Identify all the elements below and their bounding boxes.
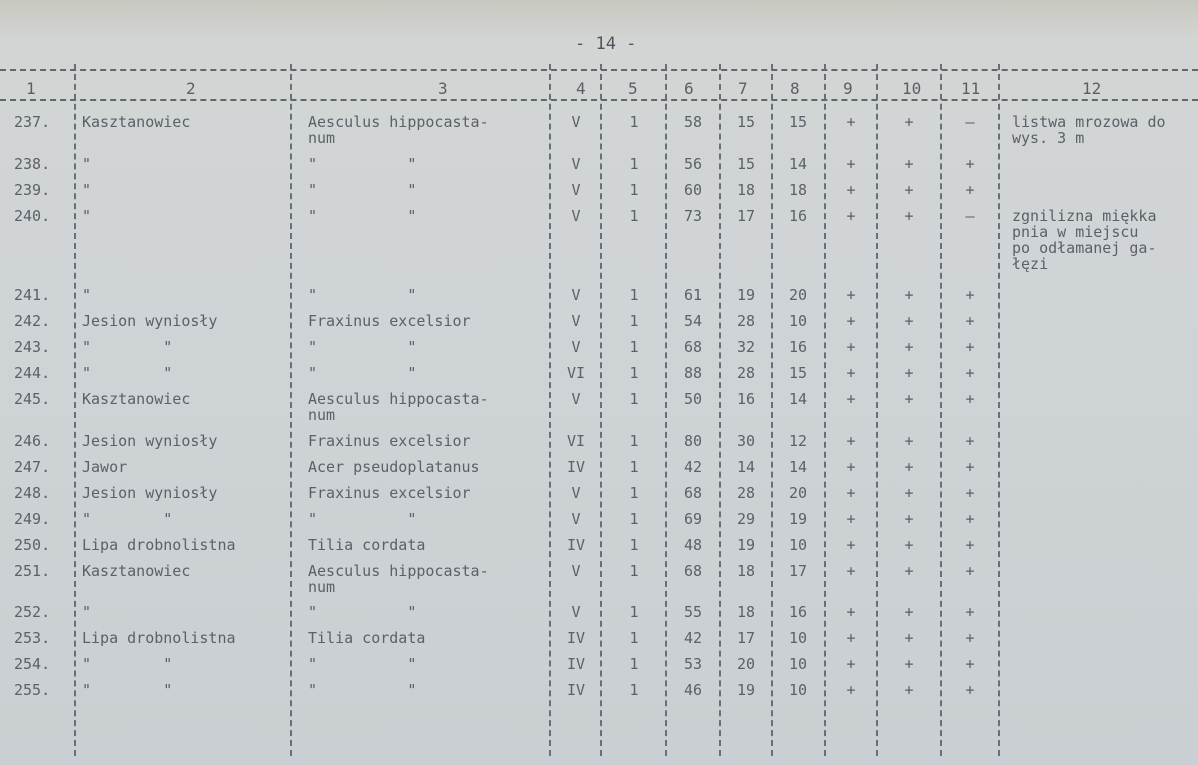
mark-cell: + [904, 603, 914, 621]
height-cell: 17 [736, 207, 756, 225]
column-header: 4 [576, 79, 586, 98]
polish-name-cell: Lipa drobnolistna [82, 629, 236, 647]
circumference-cell: 56 [683, 155, 703, 173]
class-cell: V [571, 484, 581, 502]
circumference-cell: 68 [683, 338, 703, 356]
height-cell: 28 [736, 312, 756, 330]
crown-cell: 16 [788, 603, 808, 621]
polish-name-cell: " " [82, 681, 173, 699]
latin-name-cell: " " [308, 207, 417, 225]
count-cell: 1 [629, 629, 639, 647]
row-number-cell: 238. [14, 155, 51, 173]
mark-cell: + [965, 286, 975, 304]
mark-cell: + [965, 484, 975, 502]
polish-name-cell: Jesion wyniosły [82, 312, 218, 330]
class-cell: V [571, 390, 581, 408]
count-cell: 1 [629, 510, 639, 528]
row-number-cell: 245. [14, 390, 51, 408]
count-cell: 1 [629, 603, 639, 621]
height-cell: 28 [736, 484, 756, 502]
crown-cell: 20 [788, 286, 808, 304]
polish-name-cell: Jesion wyniosły [82, 484, 218, 502]
class-cell: V [571, 510, 581, 528]
mark-cell: + [965, 364, 975, 382]
row-number-cell: 250. [14, 536, 51, 554]
height-cell: 20 [736, 655, 756, 673]
class-cell: IV [566, 655, 586, 673]
crown-cell: 10 [788, 536, 808, 554]
crown-cell: 15 [788, 113, 808, 131]
column-divider [876, 64, 878, 756]
row-number-cell: 249. [14, 510, 51, 528]
mark-cell: + [965, 312, 975, 330]
class-cell: IV [566, 458, 586, 476]
mark-cell: + [904, 432, 914, 450]
height-cell: 15 [736, 113, 756, 131]
count-cell: 1 [629, 681, 639, 699]
count-cell: 1 [629, 390, 639, 408]
height-cell: 30 [736, 432, 756, 450]
mark-cell: + [904, 390, 914, 408]
crown-cell: 18 [788, 181, 808, 199]
column-header: 7 [738, 79, 748, 98]
mark-cell: + [846, 603, 856, 621]
column-divider [771, 64, 773, 756]
mark-cell: + [846, 484, 856, 502]
column-header: 10 [902, 79, 922, 98]
count-cell: 1 [629, 364, 639, 382]
mark-cell: + [904, 207, 914, 225]
remarks-cell: listwa mrozowa do wys. 3 m [1012, 113, 1166, 147]
mark-cell: + [846, 536, 856, 554]
latin-name-cell: " " [308, 155, 417, 173]
circumference-cell: 61 [683, 286, 703, 304]
crown-cell: 14 [788, 458, 808, 476]
mark-cell: + [846, 155, 856, 173]
polish-name-cell: " [82, 207, 92, 225]
row-number-cell: 252. [14, 603, 51, 621]
column-divider [998, 64, 1000, 756]
circumference-cell: 53 [683, 655, 703, 673]
crown-cell: 10 [788, 629, 808, 647]
height-cell: 29 [736, 510, 756, 528]
polish-name-cell: Jawor [82, 458, 128, 476]
row-number-cell: 248. [14, 484, 51, 502]
height-cell: 28 [736, 364, 756, 382]
class-cell: V [571, 603, 581, 621]
mark-cell: + [846, 629, 856, 647]
mark-cell: + [904, 286, 914, 304]
mark-cell: + [965, 536, 975, 554]
count-cell: 1 [629, 562, 639, 580]
row-number-cell: 241. [14, 286, 51, 304]
column-divider [665, 64, 667, 756]
mark-cell: + [904, 113, 914, 131]
mark-cell: + [846, 458, 856, 476]
count-cell: 1 [629, 484, 639, 502]
latin-name-cell: Fraxinus excelsior [308, 432, 471, 450]
mark-cell: + [846, 432, 856, 450]
column-header: 5 [628, 79, 638, 98]
latin-name-cell: " " [308, 681, 417, 699]
mark-cell: + [846, 390, 856, 408]
latin-name-cell: Tilia cordata [308, 629, 426, 647]
mark-cell: + [904, 681, 914, 699]
class-cell: V [571, 181, 581, 199]
row-number-cell: 244. [14, 364, 51, 382]
mark-cell: + [965, 681, 975, 699]
mark-cell: + [904, 458, 914, 476]
mark-cell: + [904, 312, 914, 330]
circumference-cell: 58 [683, 113, 703, 131]
count-cell: 1 [629, 155, 639, 173]
row-number-cell: 255. [14, 681, 51, 699]
count-cell: 1 [629, 338, 639, 356]
column-header: 3 [438, 79, 448, 98]
circumference-cell: 42 [683, 629, 703, 647]
mark-cell: – [965, 113, 975, 131]
column-header: 9 [843, 79, 853, 98]
crown-cell: 10 [788, 655, 808, 673]
latin-name-cell: " " [308, 603, 417, 621]
class-cell: VI [566, 364, 586, 382]
latin-name-cell: " " [308, 510, 417, 528]
latin-name-cell: Fraxinus excelsior [308, 312, 471, 330]
mark-cell: + [965, 181, 975, 199]
mark-cell: + [846, 681, 856, 699]
column-divider [549, 64, 551, 756]
row-number-cell: 240. [14, 207, 51, 225]
column-divider [719, 64, 721, 756]
row-number-cell: 247. [14, 458, 51, 476]
column-divider [74, 64, 76, 756]
polish-name-cell: " [82, 155, 92, 173]
polish-name-cell: Kasztanowiec [82, 562, 191, 580]
count-cell: 1 [629, 181, 639, 199]
mark-cell: + [965, 338, 975, 356]
mark-cell: + [904, 629, 914, 647]
column-header: 6 [684, 79, 694, 98]
latin-name-cell: " " [308, 286, 417, 304]
latin-name-cell: " " [308, 655, 417, 673]
polish-name-cell: Kasztanowiec [82, 113, 191, 131]
mark-cell: + [846, 181, 856, 199]
polish-name-cell: " " [82, 510, 173, 528]
crown-cell: 16 [788, 207, 808, 225]
mark-cell: + [904, 364, 914, 382]
height-cell: 19 [736, 286, 756, 304]
mark-cell: + [904, 510, 914, 528]
class-cell: V [571, 286, 581, 304]
polish-name-cell: Kasztanowiec [82, 390, 191, 408]
row-number-cell: 251. [14, 562, 51, 580]
count-cell: 1 [629, 458, 639, 476]
mark-cell: + [965, 432, 975, 450]
row-number-cell: 239. [14, 181, 51, 199]
mark-cell: + [965, 155, 975, 173]
count-cell: 1 [629, 655, 639, 673]
count-cell: 1 [629, 432, 639, 450]
mark-cell: + [846, 207, 856, 225]
column-header: 12 [1082, 79, 1102, 98]
count-cell: 1 [629, 312, 639, 330]
height-cell: 18 [736, 181, 756, 199]
count-cell: 1 [629, 207, 639, 225]
class-cell: V [571, 207, 581, 225]
polish-name-cell: " [82, 181, 92, 199]
mark-cell: + [965, 629, 975, 647]
circumference-cell: 80 [683, 432, 703, 450]
latin-name-cell: " " [308, 338, 417, 356]
column-header: 8 [790, 79, 800, 98]
count-cell: 1 [629, 536, 639, 554]
polish-name-cell: " " [82, 338, 173, 356]
circumference-cell: 88 [683, 364, 703, 382]
height-cell: 18 [736, 562, 756, 580]
mark-cell: + [904, 181, 914, 199]
circumference-cell: 55 [683, 603, 703, 621]
crown-cell: 20 [788, 484, 808, 502]
circumference-cell: 50 [683, 390, 703, 408]
mark-cell: + [846, 312, 856, 330]
crown-cell: 16 [788, 338, 808, 356]
class-cell: IV [566, 536, 586, 554]
column-divider [824, 64, 826, 756]
row-number-cell: 242. [14, 312, 51, 330]
mark-cell: + [846, 655, 856, 673]
column-header: 11 [961, 79, 981, 98]
height-cell: 18 [736, 603, 756, 621]
remarks-cell: zgnilizna miękka pnia w miejscu po odłamanej ga- łęzi [1012, 207, 1157, 273]
row-number-cell: 237. [14, 113, 51, 131]
count-cell: 1 [629, 113, 639, 131]
polish-name-cell: Jesion wyniosły [82, 432, 218, 450]
mark-cell: + [904, 562, 914, 580]
height-cell: 19 [736, 681, 756, 699]
polish-name-cell: " " [82, 655, 173, 673]
crown-cell: 14 [788, 155, 808, 173]
crown-cell: 12 [788, 432, 808, 450]
row-number-cell: 243. [14, 338, 51, 356]
latin-name-cell: Tilia cordata [308, 536, 426, 554]
height-cell: 15 [736, 155, 756, 173]
polish-name-cell: " [82, 603, 92, 621]
circumference-cell: 46 [683, 681, 703, 699]
mark-cell: + [904, 155, 914, 173]
count-cell: 1 [629, 286, 639, 304]
circumference-cell: 54 [683, 312, 703, 330]
mark-cell: + [965, 458, 975, 476]
mark-cell: + [846, 113, 856, 131]
mark-cell: + [965, 510, 975, 528]
circumference-cell: 42 [683, 458, 703, 476]
header-top-rule [0, 69, 1198, 71]
class-cell: VI [566, 432, 586, 450]
crown-cell: 17 [788, 562, 808, 580]
mark-cell: + [846, 338, 856, 356]
latin-name-cell: " " [308, 181, 417, 199]
column-divider [600, 64, 602, 756]
mark-cell: + [965, 562, 975, 580]
latin-name-cell: " " [308, 364, 417, 382]
polish-name-cell: " [82, 286, 92, 304]
mark-cell: + [965, 655, 975, 673]
circumference-cell: 69 [683, 510, 703, 528]
class-cell: IV [566, 629, 586, 647]
height-cell: 32 [736, 338, 756, 356]
circumference-cell: 68 [683, 562, 703, 580]
polish-name-cell: Lipa drobnolistna [82, 536, 236, 554]
crown-cell: 14 [788, 390, 808, 408]
mark-cell: + [965, 603, 975, 621]
column-header: 2 [186, 79, 196, 98]
class-cell: V [571, 338, 581, 356]
latin-name-cell: Aesculus hippocasta- num [308, 113, 489, 147]
mark-cell: + [965, 390, 975, 408]
latin-name-cell: Fraxinus excelsior [308, 484, 471, 502]
mark-cell: + [904, 484, 914, 502]
row-number-cell: 246. [14, 432, 51, 450]
mark-cell: + [846, 364, 856, 382]
class-cell: IV [566, 681, 586, 699]
mark-cell: + [904, 536, 914, 554]
mark-cell: + [904, 655, 914, 673]
column-header: 1 [26, 79, 36, 98]
circumference-cell: 68 [683, 484, 703, 502]
header-bottom-rule [0, 99, 1198, 101]
mark-cell: + [904, 338, 914, 356]
height-cell: 16 [736, 390, 756, 408]
latin-name-cell: Acer pseudoplatanus [308, 458, 480, 476]
height-cell: 19 [736, 536, 756, 554]
height-cell: 14 [736, 458, 756, 476]
mark-cell: – [965, 207, 975, 225]
crown-cell: 15 [788, 364, 808, 382]
latin-name-cell: Aesculus hippocasta- num [308, 390, 489, 424]
crown-cell: 10 [788, 681, 808, 699]
circumference-cell: 48 [683, 536, 703, 554]
circumference-cell: 73 [683, 207, 703, 225]
page-number: - 14 - [575, 34, 637, 54]
class-cell: V [571, 312, 581, 330]
crown-cell: 19 [788, 510, 808, 528]
polish-name-cell: " " [82, 364, 173, 382]
mark-cell: + [846, 510, 856, 528]
class-cell: V [571, 155, 581, 173]
column-divider [290, 64, 292, 756]
latin-name-cell: Aesculus hippocasta- num [308, 562, 489, 596]
height-cell: 17 [736, 629, 756, 647]
class-cell: V [571, 562, 581, 580]
mark-cell: + [846, 286, 856, 304]
mark-cell: + [846, 562, 856, 580]
row-number-cell: 254. [14, 655, 51, 673]
column-divider [940, 64, 942, 756]
circumference-cell: 60 [683, 181, 703, 199]
class-cell: V [571, 113, 581, 131]
crown-cell: 10 [788, 312, 808, 330]
row-number-cell: 253. [14, 629, 51, 647]
